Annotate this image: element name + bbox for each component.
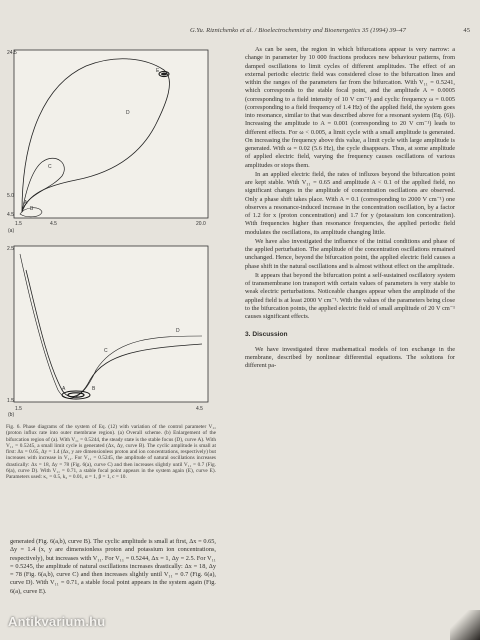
- right-column: [245, 46, 455, 371]
- figure-caption: Fig. 6. Phase diagrams of the system of Eq. (12) with variation of the control parameter V₁₁ (proton influx rate into outer membrane region). (a) Overall scheme. (b) Enlargement of the bifurcation region of (a). With V₁₁ = 0.5244, the steady state is the stable focus (D), curve A). With V₁₁ = 0.5245, a small limit cycle is generated (Δx, Δy, curve B). The cyclic amplitude is small at first: Δx = 0.65, Δy = 1.4 (Δx, y are dimensionless proton and ion concentrations, respectively) but increases with increase in V₁₁. For V₁₁ = 0.5245, the amplitude of natural oscillations increases drastically: Δx = 18, Δy = 78 (Fig. 6(a), curve C) and then increases slightly until V₁₁ = 0.7 (Fig. 6(a), curve D). With V₁₁ = 0.71, a stable focal point appears in the system again (E), curve E). Parameters used: κ₁ = 0.5, k₂ = 0.01, α = 1, β = 1, c = 10.: [6, 424, 216, 481]
- y-bot-label-b: 1.5: [7, 398, 14, 404]
- y-top-label-b: 2.5: [7, 246, 14, 252]
- curve-label-c: C: [48, 164, 52, 170]
- y-mid-label-a: 5.0: [7, 193, 14, 199]
- left-column-text: generated (Fig. 6(a,b), curve B). The cyclic amplitude is small at first, Δx = 0.65, Δy = 1.4 (x, y are dimensionless proton and potassium ion concentrations, respectively), but increases with V₁₁. For V₁₁ = 0.5244, Δx = 1, Δy = 2.5. For V₁₁ = 0.5245, the amplitude of natural oscillations increases drastically: Δx = 18, Δy = 78 (Fig. 6(a,b), curve C) and then increases slightly until V₁₁ = 0.7 (Fig. 6(a), curve D). With V₁₁ = 0.71, a stable focal point appears in the system again (Fig. 6(a), curve E).: [10, 538, 216, 595]
- x-left-label-a: 1.5: [15, 221, 22, 227]
- figure-6b: [6, 240, 216, 418]
- paragraph-4: It appears that beyond the bifurcation point a self-sustained oscillatory system of transmembrane ion transport with certain values of parameters is very stable to weak electric perturbations. Noticeable changes appear when the amplitude of the applied field is at least 2000 V cm⁻¹. With the values of the parameters being close to the bifurcation points, the applied electric field of small amplitude of 20 V cm⁻¹ causes significant effects.: [245, 271, 455, 320]
- left-column: [10, 538, 216, 597]
- focus-e-ring-inner: [161, 73, 167, 76]
- curve-label-d: D: [126, 110, 130, 116]
- y-top-label-a: 24.5: [7, 50, 17, 56]
- page-number: 45: [463, 27, 470, 34]
- paragraph-1: As can be seen, the region in which bifurcations appear is very narrow: a change in parameter by 10 000 fractions produces new behaviour patterns, from damped oscillations to limit cycles of different amplitudes. The effect of an external periodic electric field was considered close to the bifurcation lines and within the ranges of the parameters far from the bifurcation. With V₁₁ = 0.5241, which corresponds to the stable focal point, and the amplitude A = 0.0005 (corresponding to a field intensity of 10 V cm⁻¹) and cyclic frequency ω = 0.005 (corresponding to a field frequency of 1.4 Hz) of the applied field, the system goes into resonance, similar to that was described above for a resonant system (Eq. (6)). Increasing the amplitude to A = 0.001 (corresponding to 20 V cm⁻¹) leads to different effects. For ω < 0.005, a limit cycle with a small amplitude is generated. On increasing the frequency above this value, a limit cycle with large amplitude is generated. With ω = 0.02 (5.6 Hz), the cycle disappears. Thus, at some amplitude of applied electric field, varying the frequency causes oscillations of various amplitudes or stops them.: [245, 46, 455, 169]
- curve-label-d-b: D: [176, 328, 180, 334]
- curve-label-c-b: C: [104, 348, 108, 354]
- paragraph-2: In an applied electric field, the rates of influxes beyond the bifurcation point are kept stable. With V₁₁ = 0.65 and amplitude A < 0.1 of the applied field, no significant changes in the amplitude of concentration oscillations are observed. Only a phase shift takes place. With A = 0.1 (corresponding to 2000 V cm⁻¹) one observes a resonance-induced increase in the concentration oscillation, by a factor of 1.2 for x (proton concentration) and 1.7 for y (potassium ion concentration). With frequencies higher than resonance frequencies, the applied periodic field modulates the oscillations, its amplitude changing little.: [245, 170, 455, 236]
- x-right-label-b: 4.5: [196, 406, 203, 412]
- x-mid-label-a: 4.5: [50, 221, 57, 227]
- phase-diagram-b: [6, 240, 216, 418]
- x-left-label-b: 1.5: [15, 406, 22, 412]
- panel-label-a: (a): [8, 228, 15, 234]
- paragraph-3: We have also investigated the influence of the initial conditions and phase of the applied perturbation. The amplitude of the concentration oscillations remained unchanged. Hence, beyond the bifurcation point, the applied electric field causes a phase shift in the natural oscillations and is almost without effect on the amplitude.: [245, 237, 455, 270]
- running-head: G.Yu. Riznichenko et al. / Bioelectrochemistry and Bioenergetics 35 (1994) 39–47: [190, 27, 406, 34]
- axes-box-b: [14, 246, 208, 402]
- phase-diagram-a: [6, 44, 216, 234]
- page-shadow: [450, 610, 480, 640]
- discussion-paragraph: We have investigated three mathematical models of ion exchange in the membrane, described by nonlinear differential equations. The solutions for different pa-: [245, 345, 455, 369]
- curve-label-b: B: [30, 206, 34, 212]
- x-right-label-a: 20.0: [196, 221, 206, 227]
- running-header: [10, 27, 470, 39]
- watermark: Antikvarium.hu: [8, 614, 106, 629]
- curve-label-a-b: A: [62, 386, 66, 392]
- curve-label-e: E: [156, 68, 160, 74]
- panel-label-b: (b): [8, 412, 15, 418]
- figure-6a: [6, 44, 216, 234]
- section-heading: 3. Discussion: [245, 331, 288, 339]
- curve-label-b-b: B: [92, 386, 96, 392]
- curve-label-a: A: [24, 200, 28, 206]
- axes-box-a: [14, 50, 208, 218]
- y-bot-label-a: 4.5: [7, 212, 14, 218]
